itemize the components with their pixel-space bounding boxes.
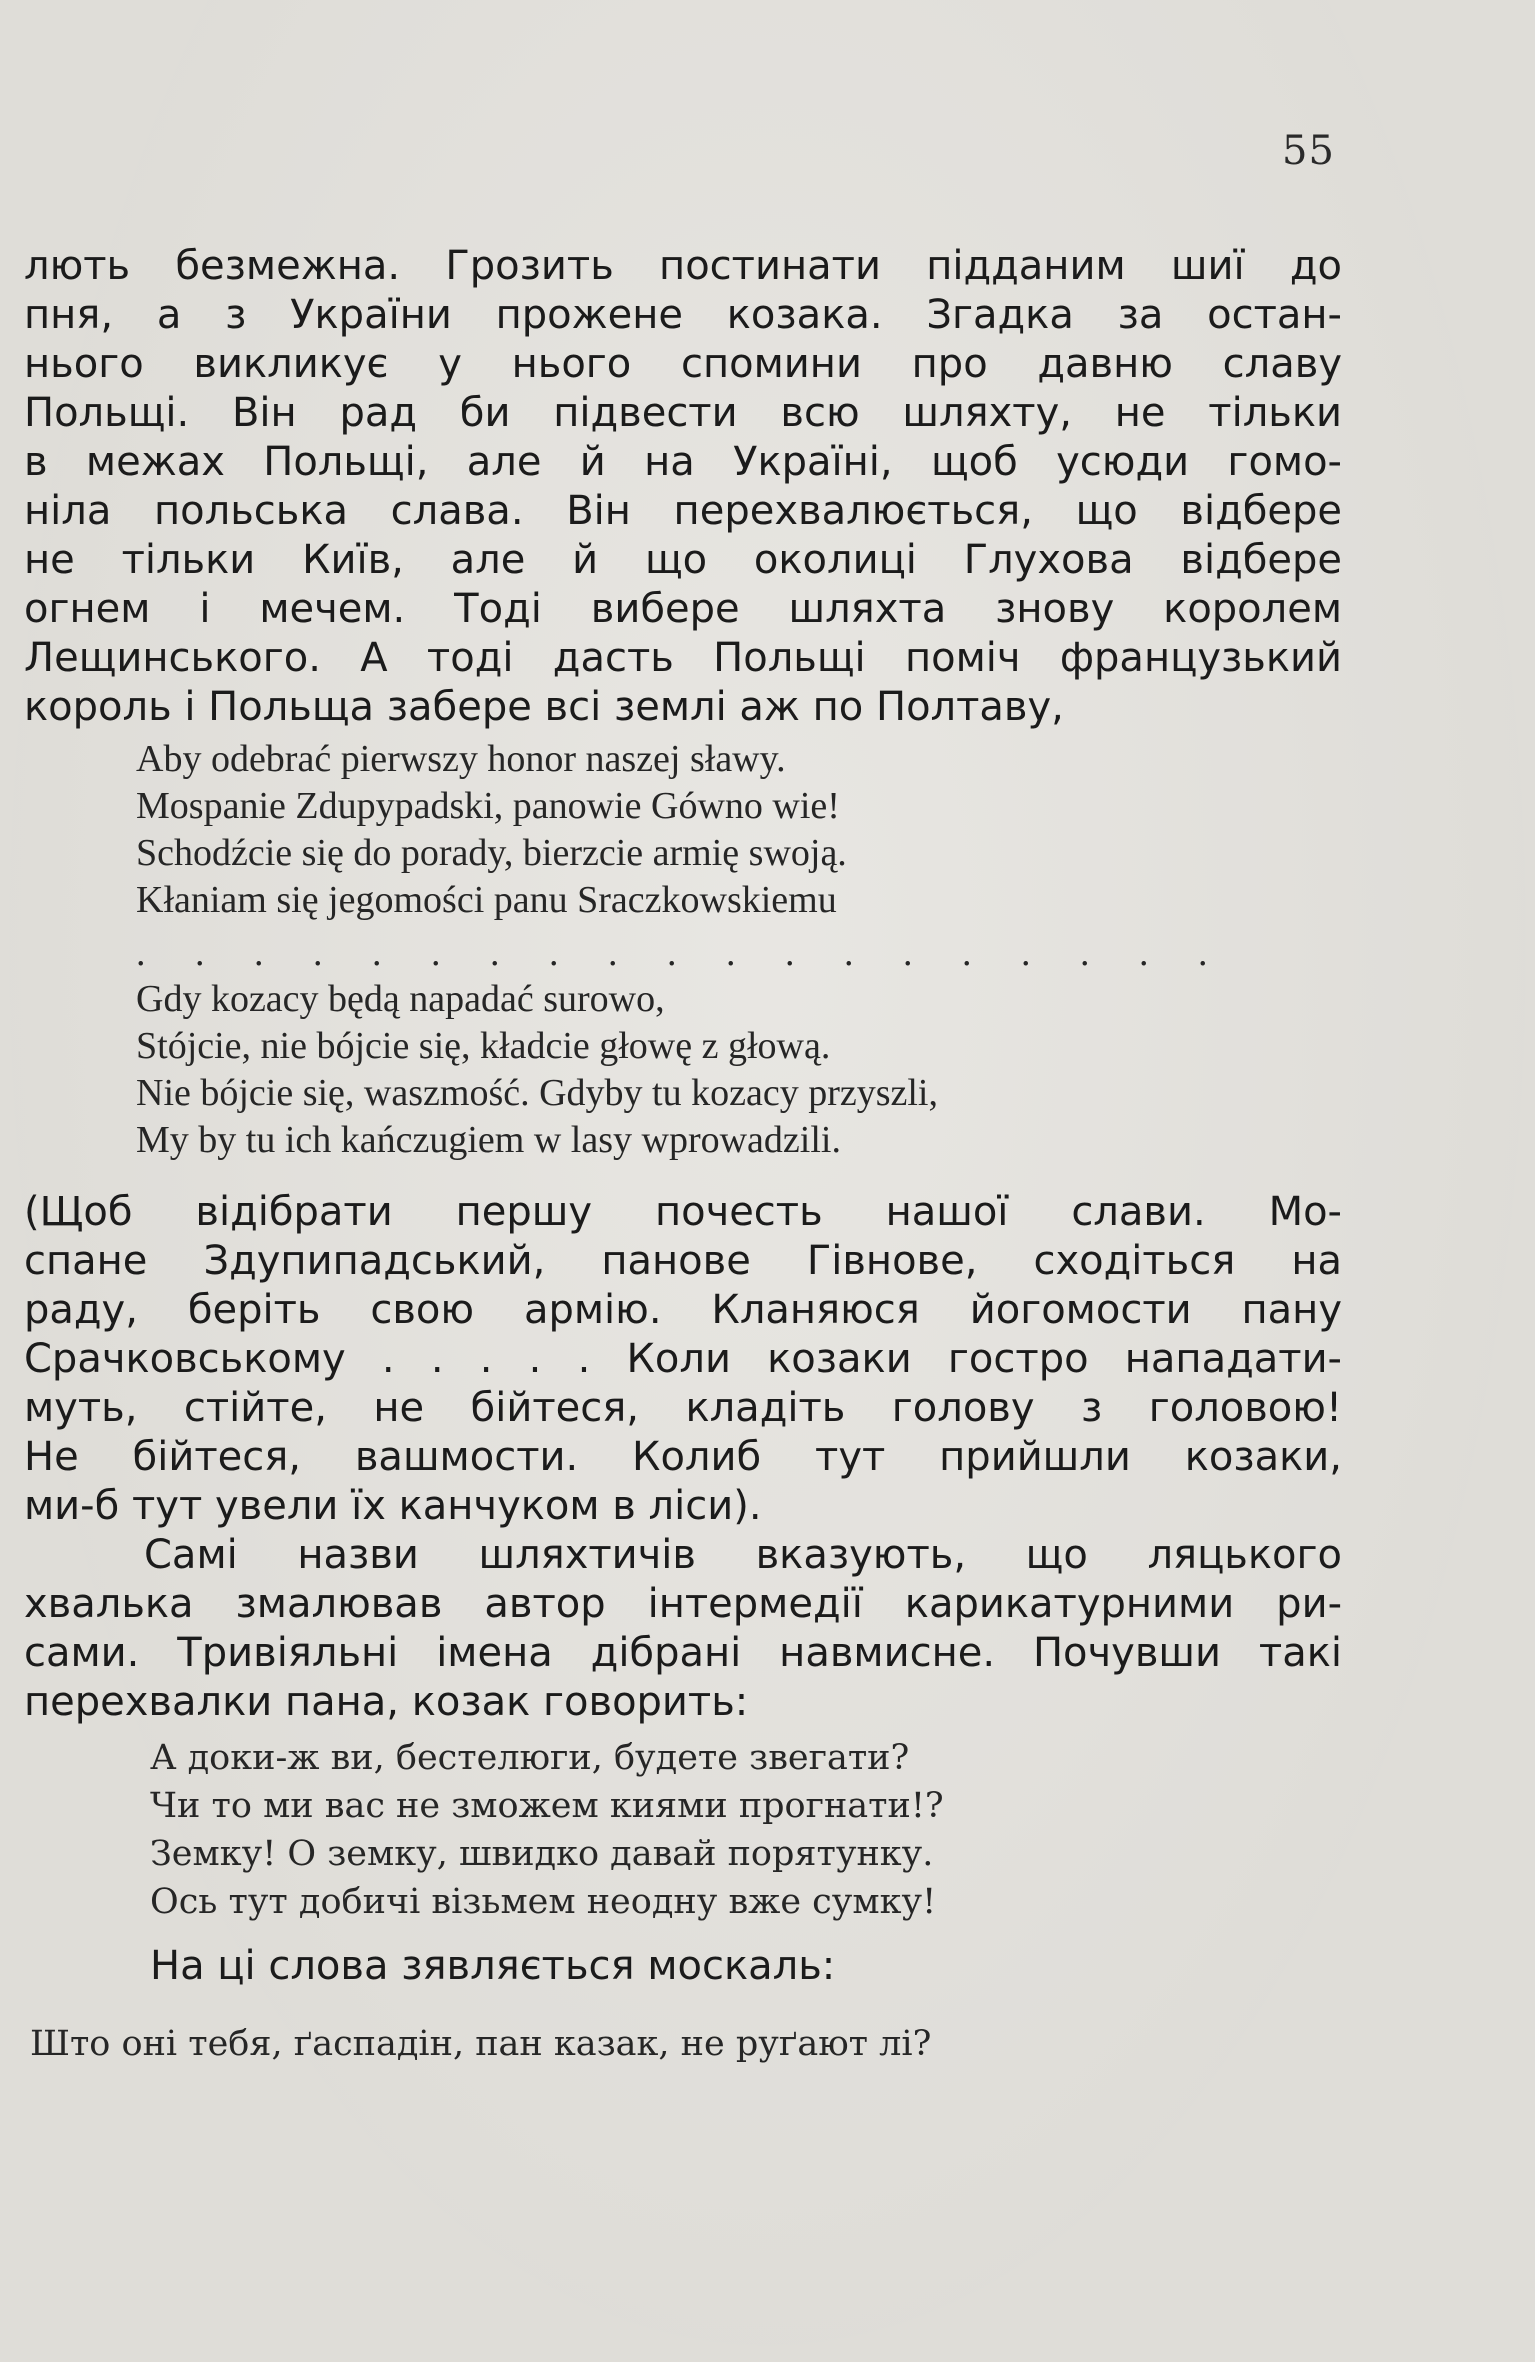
prose-paragraph-2 — [24, 1188, 1342, 1727]
text-line: Самі назви шляхтичів вказують, що ляцького — [144, 1532, 1342, 1578]
polish-verse-stanza-1 — [136, 736, 847, 924]
polish-verse-stanza-2 — [136, 976, 938, 1164]
text-line: в межах Польщі, але й на Україні, щоб усюди гомо- — [24, 439, 1342, 485]
text-line: муть, стійте, не бійтеся, кладіть голову з головою! — [24, 1385, 1342, 1431]
text-line: Польщі. Він рад би підвести всю шляхту, не тільки — [24, 390, 1342, 436]
prose-paragraph-1 — [24, 242, 1342, 732]
text-line: нього викликує у нього спомини про давню славу — [24, 341, 1342, 387]
verse-line: Aby odebrać pierwszy honor naszej sławy. — [136, 738, 786, 780]
verse-ellipsis-line: . . . . . . . . . . . . . . . . . . . — [136, 932, 1228, 974]
text-line: король і Польща забере всі землі аж по Полтаву, — [24, 684, 1064, 730]
text-line: ніла польська слава. Він перехвалюється, що відбере — [24, 488, 1342, 534]
text-line: перехвалки пана, козак говорить: — [24, 1679, 749, 1725]
text-line: Срачковському . . . . . Коли козаки гостро нападати- — [24, 1336, 1342, 1382]
text-line: огнем і мечем. Тоді вибере шляхта знову королем — [24, 586, 1342, 632]
verse-line: Ось тут добичі візьмем неодну вже сумку! — [150, 1882, 937, 1922]
verse-line: Schodźcie się do porady, bierzcie armię swoją. — [136, 832, 847, 874]
verse-line: Чи то ми вас не зможем киями прогнати!? — [150, 1786, 944, 1826]
ukrainian-verse-stanza — [150, 1734, 944, 1926]
text-line: (Щоб відібрати першу почесть нашої слави. Мо- — [24, 1189, 1342, 1235]
text-line: ми-б тут увели їх канчуком в ліси). — [24, 1483, 762, 1529]
text-line: Не бійтеся, вашмости. Колиб тут прийшли козаки, — [24, 1434, 1342, 1480]
verse-line: Gdy kozacy będą napadać surowo, — [136, 978, 665, 1020]
text-line: пня, а з України прожене козака. Згадка за остан- — [24, 292, 1342, 338]
verse-line: Kłaniam się jegomości panu Sraczkowskiemu — [136, 879, 837, 921]
text-line: сами. Тривіяльні імена дібрані навмисне. Почувши такі — [24, 1630, 1342, 1676]
verse-line: А доки-ж ви, бестелюги, будете звегати? — [150, 1738, 910, 1778]
verse-line: Земку! О земку, швидко давай порятунку. — [150, 1834, 934, 1874]
text-line: хвалька змалював автор інтермедії карикатурними ри- — [24, 1581, 1342, 1627]
verse-line: Stójcie, nie bójcie się, kładcie głowę z głową. — [136, 1025, 831, 1067]
verse-line: Mospanie Zdupypadski, panowie Gówno wie! — [136, 785, 840, 827]
page-number: 55 — [1282, 128, 1335, 174]
verse-line: My by tu ich kańczugiem w lasy wprowadzili. — [136, 1119, 841, 1161]
text-line: спане Здупипадський, панове Гівнове, сходіться на — [24, 1238, 1342, 1284]
text-line: Лещинського. А тоді дасть Польщі поміч французький — [24, 635, 1342, 681]
verse-line: Nie bójcie się, waszmość. Gdyby tu kozacy przyszli, — [136, 1072, 938, 1114]
stage-cue: На ці слова зявляється москаль: — [150, 1943, 836, 1989]
dialogue-line: Што оні тебя, ґаспадін, пан казак, не руґают лі? — [30, 2024, 932, 2064]
text-line: раду, беріть свою армію. Кланяюся йогомости пану — [24, 1287, 1342, 1333]
text-line: не тільки Київ, але й що околиці Глухова відбере — [24, 537, 1342, 583]
text-line: лють безмежна. Грозить постинати підданим шиї до — [24, 243, 1342, 289]
